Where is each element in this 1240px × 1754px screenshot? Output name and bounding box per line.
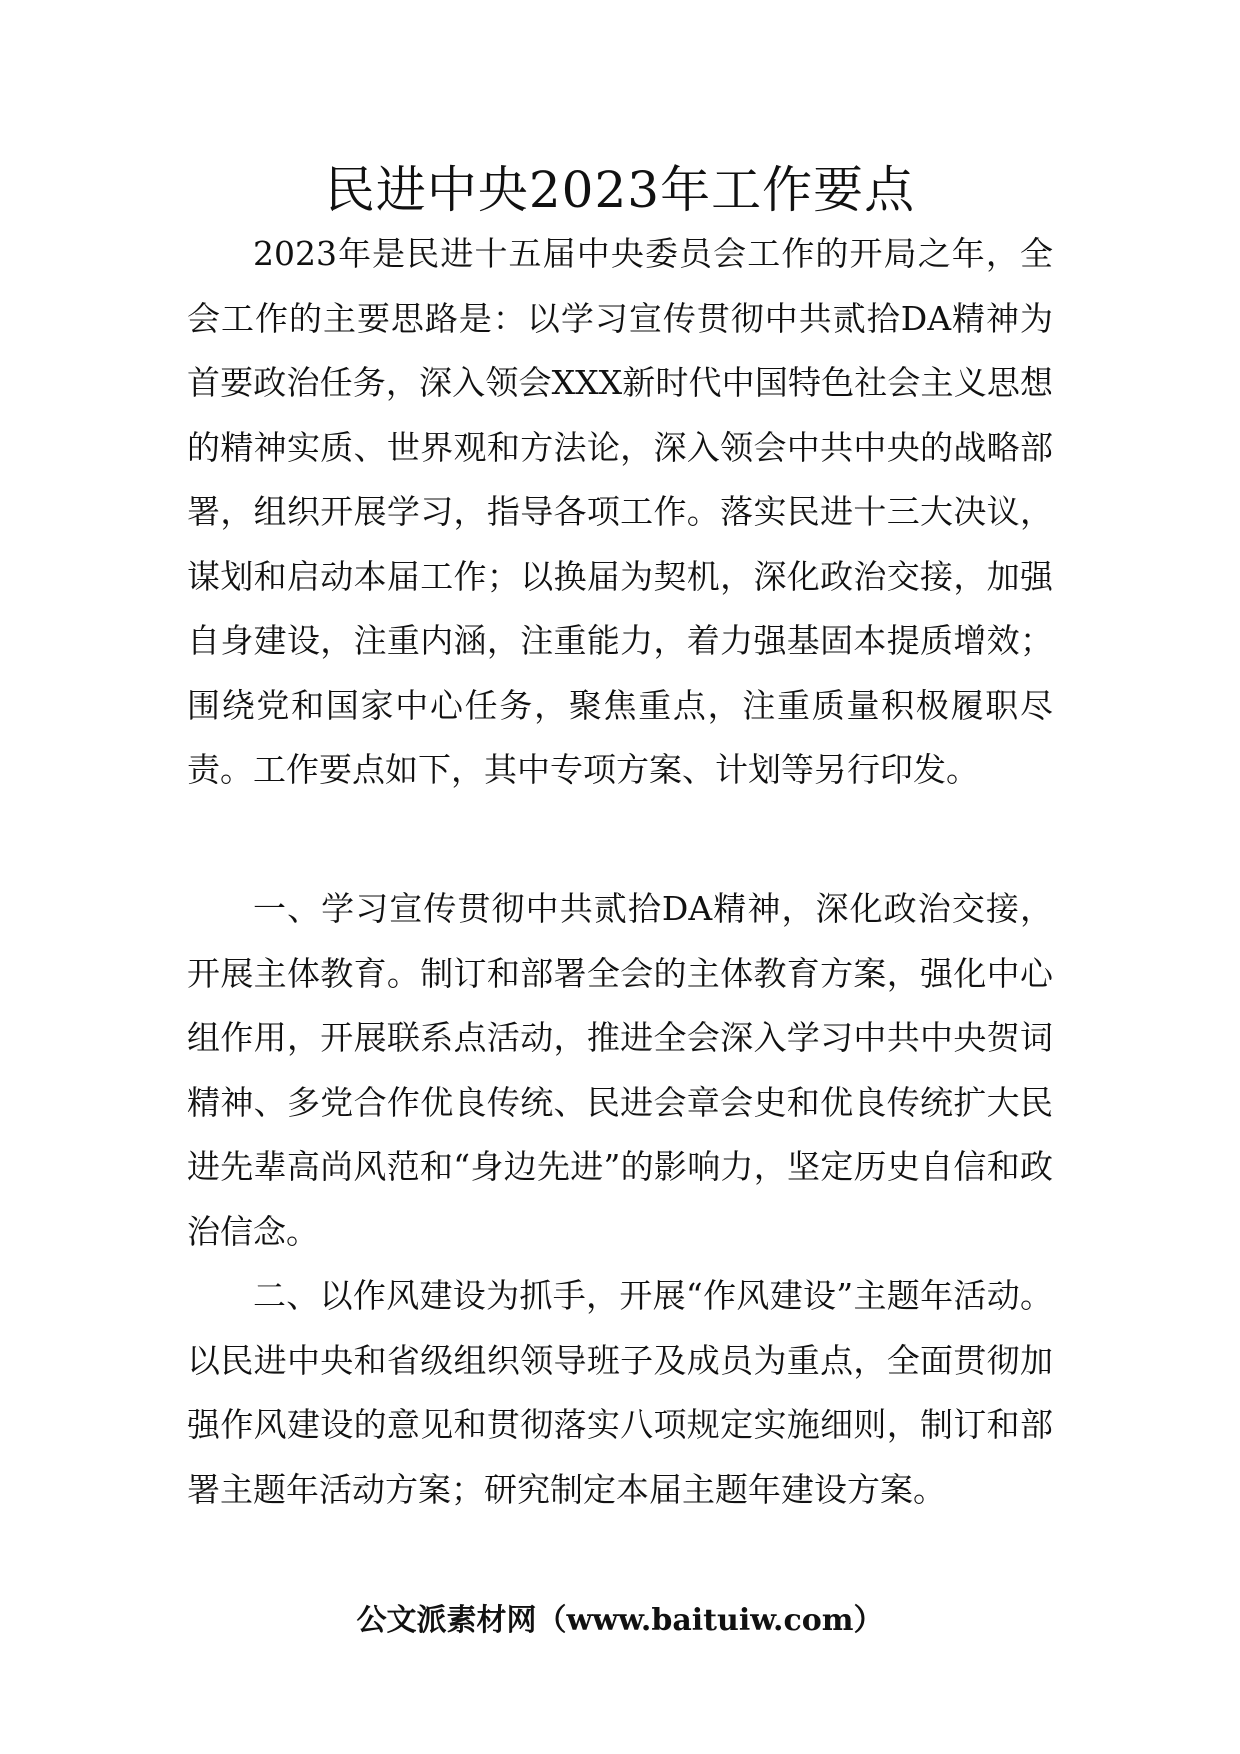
footer-watermark: 公文派素材网（www.baituiw.com） bbox=[356, 1603, 884, 1638]
section-2-paragraph: 二、以作风建设为抓手，开展“作风建设”主题年活动。以民进中央和省级组织领导班子及成员为重点，全面贯彻加强作风建设的意见和贯彻落实八项规定实施细则，制订和部署主题年活动方案；研究制定本届主题年建设方案。 bbox=[187, 1276, 1053, 1509]
document-title: 民进中央2023年工作要点 bbox=[324, 161, 916, 219]
intro-paragraph: 2023年是民进十五届中央委员会工作的开局之年，全会工作的主要思路是：以学习宣传贯彻中共贰拾DA精神为首要政治任务，深入领会XXX新时代中国特色社会主义思想的精神实质、世界观和方法论，深入领会中共中央的战略部署，组织开展学习，指导各项工作。落实民进十三大决议，谋划和启动本届工作；以换届为契机，深化政治交接，加强自身建设，注重内涵，注重能力，着力强基固本提质增效；围绕党和国家中心任务，聚焦重点，注重质量积极履职尽责。工作要点如下，其中专项方案、计划等另行印发。 bbox=[187, 234, 1053, 789]
section-1-paragraph: 一、学习宣传贯彻中共贰拾DA精神，深化政治交接，开展主体教育。制订和部署全会的主体教育方案，强化中心组作用，开展联系点活动，推进全会深入学习中共中央贺词精神、多党合作优良传统、民进会章会史和优良传统扩大民进先辈高尚风范和“身边先进”的影响力，坚定历史自信和政治信念。 bbox=[187, 889, 1053, 1251]
